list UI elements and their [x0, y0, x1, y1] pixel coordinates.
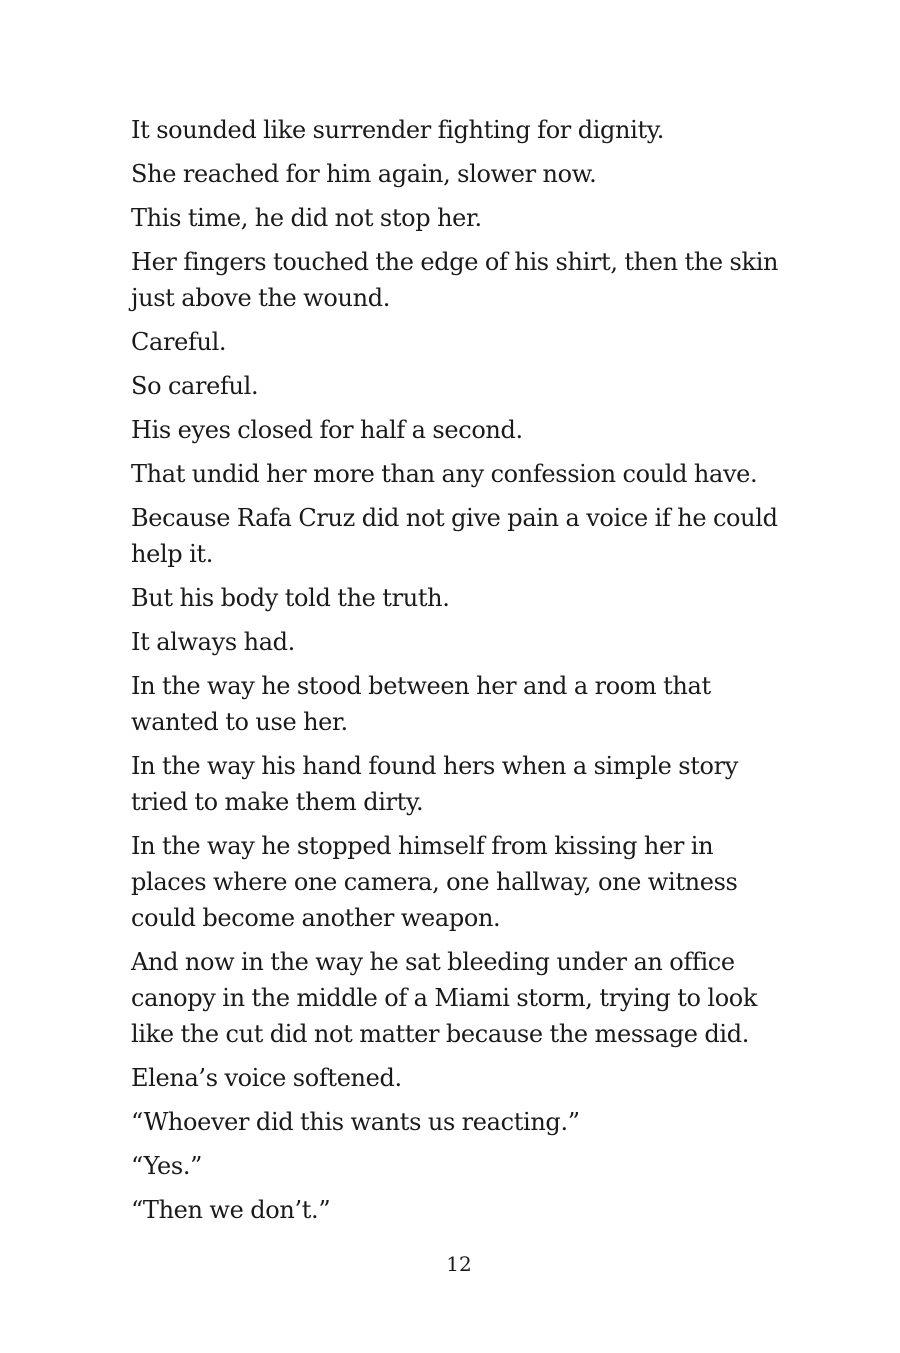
paragraph: Careful. — [131, 328, 227, 356]
paragraph: Elena’s voice softened. — [131, 1064, 402, 1092]
page-number: 12 — [446, 1252, 472, 1276]
paragraph: This time, he did not stop her. — [131, 204, 482, 232]
paragraph: Her fingers touched the edge of his shirt, then the skin just above the wound. — [131, 248, 779, 312]
paragraph: Because Rafa Cruz did not give pain a voice if he could help it. — [131, 504, 778, 568]
dialogue-line: “Yes.” — [131, 1152, 203, 1180]
paragraph: His eyes closed for half a second. — [131, 416, 523, 444]
paragraph: She reached for him again, slower now. — [131, 160, 597, 188]
paragraph: And now in the way he sat bleeding under an office canopy in the middle of a Miami storm, trying to look like the cut did not matter because the message did. — [131, 948, 758, 1048]
dialogue-line: “Then we don’t.” — [131, 1196, 331, 1224]
paragraph: So careful. — [131, 372, 259, 400]
paragraph: In the way he stopped himself from kissing her in places where one camera, one hallway, one witness could become another weapon. — [131, 832, 738, 932]
dialogue-line: “Whoever did this wants us reacting.” — [131, 1108, 580, 1136]
paragraph: In the way his hand found hers when a simple story tried to make them dirty. — [131, 752, 738, 816]
paragraph: It always had. — [131, 628, 295, 656]
paragraph: But his body told the truth. — [131, 584, 450, 612]
paragraph: That undid her more than any confession could have. — [131, 460, 758, 488]
paragraph: In the way he stood between her and a room that wanted to use her. — [131, 672, 711, 736]
paragraph: It sounded like surrender fighting for dignity. — [131, 116, 665, 144]
page-body — [131, 112, 791, 1236]
